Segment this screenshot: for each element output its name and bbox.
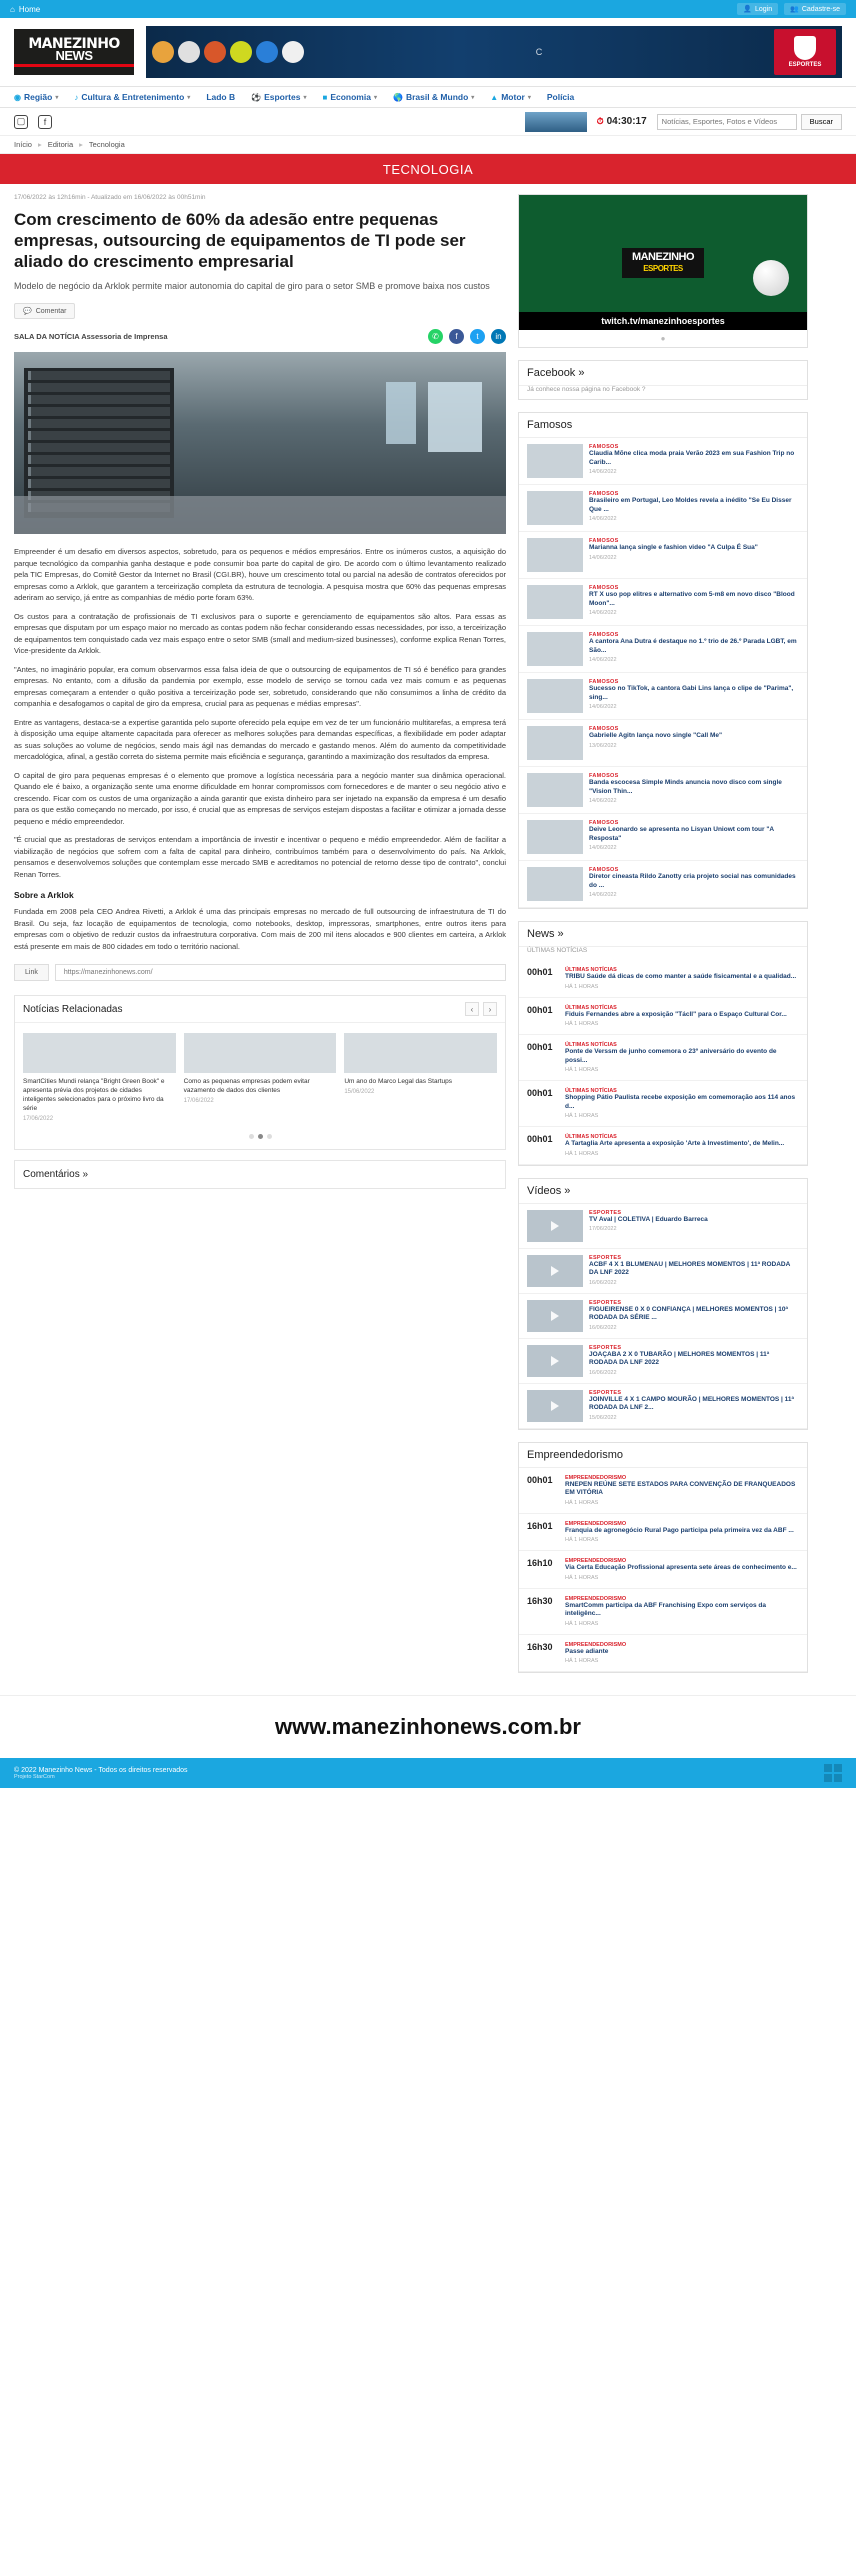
nav-item-brasil-mundo[interactable] xyxy=(393,92,474,102)
list-item[interactable] xyxy=(519,767,807,814)
music-icon: ♪ xyxy=(74,92,79,102)
login-label: Login xyxy=(755,5,773,13)
article-subhead: Modelo de negócio da Arklok permite maior autonomia do capital de giro para o setor SMB e promove baixa nos custos xyxy=(14,281,490,291)
item-category: ÚLTIMAS NOTÍCIAS xyxy=(565,1134,617,1140)
item-category: EMPREENDEDORISMO xyxy=(565,1474,627,1481)
page-title: Com crescimento de 60% da adesão entre pequenas empresas, outsourcing de equipamentos de TI pode ser aliado do crescimento empresarial xyxy=(14,210,466,271)
item-category: ESPORTES xyxy=(589,1299,622,1306)
clock-display xyxy=(597,116,647,127)
videos-card xyxy=(518,1178,808,1430)
related-thumbnail xyxy=(344,1033,497,1073)
nav-item-ladob[interactable] xyxy=(206,92,235,102)
item-category: ESPORTES xyxy=(589,1389,622,1396)
item-category: EMPREENDEDORISMO xyxy=(565,1641,627,1648)
list-item[interactable] xyxy=(519,438,807,485)
item-category: FAMOSOS xyxy=(589,538,619,544)
related-news-section xyxy=(14,995,506,1150)
article-byline: SALA DA NOTÍCIA Assessoria de Imprensa xyxy=(14,332,168,341)
nav-label: Brasil & Mundo xyxy=(405,92,469,102)
nav-label: Motor xyxy=(501,92,525,102)
article-hero-image xyxy=(14,352,506,534)
list-item[interactable] xyxy=(519,814,807,861)
item-time: 00h01 xyxy=(527,1088,553,1098)
item-title: Claudia Mõne clica moda praia Verão 2023 em sua Fashion Trip no Carib... xyxy=(589,450,795,466)
item-time: 16h30 xyxy=(527,1641,553,1652)
item-ago: HÁ 1 HORAS xyxy=(565,983,599,990)
item-title: RNEPEN REÚNE SETE ESTADOS PARA CONVENÇÃO DE FRANQUEADOS EM VITÓRIA xyxy=(565,1480,796,1496)
article-paragraph: Empreender é um desafio em diversos aspectos, sobretudo, para os pequenos e médios empresários. Entre os inúmeros custos, a aquisição do parque tecnológico da companhia ganha destaque e pode consumir boa parte do capital de giro. De acordo com o último levantamento realizado pela TIC Empresas, do Comitê Gestor da Internet no Brasil (CGI.BR), houve um crescimento total ou parcial na adesão de contratos oferecidos por empresas como a Arklok, que garantem a terceirização completa da estrutura de tecnologia. A pesquisa mostra que 60% das pequenas empresas aderiram ao serviço, já entre as companhias de médio porte foram 63%. xyxy=(14,547,506,602)
nav-label: Esportes xyxy=(264,92,301,102)
related-header xyxy=(15,996,505,1023)
article-paragraph: "Antes, no imaginário popular, era comum observarmos essa falsa ideia de que o outsourcing de equipamentos de TI só é benéfico para grandes empresas. No entanto, com a difusão da pandemia por exemplo, esse modelo de serviço se tornou cada vez mais comum e as pequenas empresas começaram a entender o quão positiva a terceirização pode ser, sobretudo, considerando que não consumimos a linha de crédito da companhia e desafogamos o capital de giro da empresa, crucial para as pequenas e médias empresas". xyxy=(14,664,506,708)
comment-icon: 💬 xyxy=(23,308,32,315)
list-item[interactable] xyxy=(519,1249,807,1294)
item-title: JOAÇABA 2 X 0 TUBARÃO | MELHORES MOMENTOS | 11ª RODADA DA LNF 2022 xyxy=(589,1350,770,1366)
item-date: 14/06/2022 xyxy=(589,516,617,522)
related-cards-grid xyxy=(15,1023,505,1126)
carousel-dot-active[interactable] xyxy=(258,1134,263,1139)
login-button[interactable] xyxy=(737,3,778,15)
list-item[interactable] xyxy=(519,720,807,767)
facebook-card-subtitle: Já conhece nossa página no Facebook ? xyxy=(527,386,646,393)
twitter-share-icon[interactable]: t xyxy=(470,329,485,344)
clock-time: 04:30:17 xyxy=(606,116,647,127)
footer-bar xyxy=(0,1758,856,1788)
carousel-dot[interactable] xyxy=(249,1134,254,1139)
footer-copyright: © 2022 Manezinho News - Todos os direitos reservados xyxy=(14,1766,188,1774)
location-icon: ◉ xyxy=(14,92,21,102)
item-ago: HÁ 1 HORAS xyxy=(565,1067,599,1073)
thumbnail xyxy=(527,444,583,478)
item-title: Brasileiro em Portugal, Leo Moldes revela a inédito "Se Eu Disser Que ... xyxy=(589,497,792,513)
item-title: Banda escocesa Simple Minds anuncia novo disco com single "Vision Thin... xyxy=(589,779,782,795)
item-time: 16h01 xyxy=(527,1520,553,1531)
logo-sub-text: NEWS xyxy=(55,47,93,63)
banner-center-text: C xyxy=(535,47,543,57)
item-time: 00h01 xyxy=(527,1134,553,1144)
sidebar xyxy=(518,194,808,1685)
item-time: 16h30 xyxy=(527,1595,553,1606)
item-date: 14/06/2022 xyxy=(589,704,617,710)
ball-icon xyxy=(152,41,174,63)
thumbnail xyxy=(527,538,583,572)
car-icon: ▲ xyxy=(490,92,499,102)
facebook-icon[interactable]: f xyxy=(38,115,52,129)
item-category: ESPORTES xyxy=(589,1254,622,1261)
list-item[interactable] xyxy=(519,1035,807,1081)
ball-icon xyxy=(178,41,200,63)
nav-item-policia[interactable] xyxy=(547,92,574,102)
article-meta: 17/06/2022 às 12h16min - Atualizado em 16/06/2022 às 00h51min xyxy=(14,194,206,201)
item-ago: HÁ 1 HORAS xyxy=(565,1150,599,1157)
breadcrumb-item-tecnologia[interactable]: Tecnologia xyxy=(88,140,125,149)
ball-icon xyxy=(204,41,226,63)
item-ago: HÁ 1 HORAS xyxy=(565,1620,599,1627)
main-navigation xyxy=(0,86,856,108)
nav-item-cultura[interactable] xyxy=(74,92,190,102)
chevron-down-icon: ▾ xyxy=(527,94,531,101)
weather-thumbnail xyxy=(525,112,587,132)
item-category: ÚLTIMAS NOTÍCIAS xyxy=(565,1042,617,1048)
comment-button-label: Comentar xyxy=(35,307,67,315)
item-title: Ponte de Verssm de junho comemora o 23º aniversário do evento de possi... xyxy=(565,1048,777,1064)
social-search-strip xyxy=(0,108,856,136)
item-category: ÚLTIMAS NOTÍCIAS xyxy=(565,1004,617,1011)
nav-label: Polícia xyxy=(546,92,575,102)
comment-button[interactable] xyxy=(14,303,75,319)
item-date: 16/06/2022 xyxy=(589,1324,617,1331)
article-body xyxy=(14,546,506,952)
item-date: 17/06/2022 xyxy=(589,1226,617,1232)
chevron-down-icon: ▾ xyxy=(303,94,307,101)
section-title-banner xyxy=(0,154,856,184)
header-ad-banner[interactable] xyxy=(146,26,842,78)
item-date: 14/06/2022 xyxy=(589,798,617,804)
item-time: 16h10 xyxy=(527,1558,553,1568)
item-title: Marianna lança single e fashion video "A Culpa É Sua" xyxy=(589,544,758,551)
video-thumbnail xyxy=(527,1390,583,1422)
facebook-card xyxy=(518,360,808,400)
item-title: FIGUEIRENSE 0 X 0 CONFIANÇA | MELHORES MOMENTOS | 10ª RODADA DA SÉRIE ... xyxy=(589,1305,788,1321)
related-carousel-controls xyxy=(465,1002,497,1016)
item-category: ESPORTES xyxy=(589,1344,622,1351)
item-title: RT X uso pop elitres e alternativo com 5-m8 em novo disco "Blood Moon"... xyxy=(589,591,795,607)
news-card-title[interactable]: News » xyxy=(519,922,807,947)
item-category: FAMOSOS xyxy=(589,773,619,779)
footer-copyright-block xyxy=(14,1767,188,1780)
footer-credit: Projeto StarCom xyxy=(14,1773,55,1780)
related-card-date: 17/06/2022 xyxy=(23,1116,54,1122)
chevron-down-icon: ▾ xyxy=(373,94,377,101)
item-title: Franquia de agronegócio Rural Pago participa pela primeira vez da ABF ... xyxy=(565,1526,794,1534)
byline-row xyxy=(14,329,506,344)
nav-label: Economia xyxy=(330,92,371,102)
item-ago: HÁ 1 HORAS xyxy=(565,1658,599,1664)
content-wrapper xyxy=(0,184,856,1695)
list-item[interactable] xyxy=(519,1339,807,1384)
masthead xyxy=(0,18,856,86)
item-title: TV Aval | COLETIVA | Eduardo Barreca xyxy=(589,1215,708,1223)
related-card[interactable] xyxy=(344,1033,497,1122)
list-item[interactable] xyxy=(519,861,807,908)
nav-item-motor[interactable] xyxy=(490,92,531,102)
comments-section xyxy=(14,1160,506,1189)
item-date: 14/06/2022 xyxy=(589,657,617,663)
item-category: EMPREENDEDORISMO xyxy=(565,1558,627,1564)
carousel-prev-icon[interactable]: ‹ xyxy=(465,1002,479,1016)
list-item[interactable] xyxy=(519,1589,807,1635)
nav-item-esportes[interactable] xyxy=(251,92,306,102)
item-ago: HÁ 1 HORAS xyxy=(565,1021,599,1027)
thumbnail xyxy=(527,585,583,619)
item-time: 00h01 xyxy=(527,967,553,977)
carousel-dots xyxy=(15,1126,505,1149)
list-item[interactable] xyxy=(519,485,807,532)
item-title: Gabrielle Agitn lança novo single "Call Me" xyxy=(589,732,723,739)
facebook-card-title[interactable]: Facebook » xyxy=(519,361,807,386)
register-button[interactable] xyxy=(784,3,846,15)
topbar-home-label[interactable]: Home xyxy=(18,4,41,14)
related-thumbnail xyxy=(23,1033,176,1073)
list-item[interactable] xyxy=(519,579,807,626)
whatsapp-share-icon[interactable]: ✆ xyxy=(428,329,443,344)
play-icon xyxy=(551,1221,559,1231)
item-title: Via Certa Educação Profissional apresenta sete áreas de conhecimento e... xyxy=(565,1564,797,1571)
item-time: 00h01 xyxy=(527,1474,553,1485)
related-card-title: Um ano do Marco Legal das Startups xyxy=(344,1078,453,1085)
thumbnail xyxy=(527,867,583,901)
breadcrumb xyxy=(0,136,856,154)
related-card[interactable] xyxy=(23,1033,176,1122)
home-icon[interactable]: ⌂ xyxy=(10,4,15,14)
item-date: 14/06/2022 xyxy=(589,845,617,851)
chevron-down-icon: ▾ xyxy=(55,94,59,101)
list-item[interactable] xyxy=(519,626,807,673)
item-date: 16/06/2022 xyxy=(589,1279,617,1286)
article-paragraph: "É crucial que as prestadoras de serviços entendam a importância de investir e incentivar o pequeno e médio empreendedor. Além de facilitar a viabilização de negócios que sofrem com a falta de capital para dinheiro, contribuímos também para o desenvolvimento do país. Na Arklok, pensamos e desenvolvemos soluções que contemplam esse mercado SMB e acreditamos no potencial de retorno desse tipo de contrato", conclui Renan Torres. xyxy=(14,835,506,879)
item-title: Fiduis Fernandes abre a exposição "Tácll" para o Espaço Cultural Cor... xyxy=(565,1010,787,1018)
thumbnail xyxy=(527,491,583,525)
item-title: Sucesso no TikTok, a cantora Gabi Lins lança o clipe de "Parima", sing... xyxy=(589,685,794,701)
item-category: ESPORTES xyxy=(589,1209,622,1216)
related-card-date: 15/06/2022 xyxy=(344,1089,375,1095)
clock-icon: ⏱ xyxy=(596,116,604,126)
article-paragraph: Fundada em 2008 pela CEO Andrea Rivetti, a Arklok é uma das principais empresas no mercado de full outsourcing de infraestrutura de TI do Brasil. Ou seja, faz locação de equipamentos de tecnologia, como notebooks, desktop, impressoras, smartphones, entre outros itens para empresas com o objetivo de reduzir custos da infraestrutura corporativa. Com mais de 200 mil itens alocados e 900 clientes em carteira, a Arklok está presente em mais de 800 cidades em todo o território nacional. xyxy=(14,907,506,951)
breadcrumb-item-inicio[interactable]: Início xyxy=(14,140,32,149)
item-date: 14/06/2022 xyxy=(589,610,617,616)
video-thumbnail xyxy=(527,1345,583,1377)
promo-card xyxy=(518,194,808,348)
thumbnail xyxy=(527,773,583,807)
site-logo[interactable] xyxy=(14,29,134,75)
promo-logo-main: MANEZINHO xyxy=(631,250,695,263)
list-item[interactable] xyxy=(519,1551,807,1589)
article-paragraph: Entre as vantagens, destaca-se a expertise garantida pelo suporte oferecido pela equipe em vez de ter um funcionário multitarefas, a empresa terá à disposição uma equipe altamente capacitada para oferecer as melhores soluções para demandas específicas, a flexibilidade em poder adaptar as suas soluções ao volume de negócios, sendo mais ágil nas demandas do mercado e gastando menos. Além do aumento da competitividade mercadológica, afinal, a gestão correta do sistema permite mais eficiência e segurança, garantindo a maximização dos resultados da empresa. xyxy=(14,717,506,761)
item-category: FAMOSOS xyxy=(589,585,619,591)
item-category: FAMOSOS xyxy=(589,444,619,450)
nav-label: Cultura & Entretenimento xyxy=(81,92,185,102)
item-ago: HÁ 1 HORAS xyxy=(565,1113,599,1119)
footer-brand: www.manezinhonews.com.br xyxy=(0,1695,856,1758)
search-area xyxy=(657,114,842,130)
instagram-icon[interactable]: ▢ xyxy=(14,115,28,129)
promo-logo-sub: ESPORTES xyxy=(643,263,683,273)
thumbnail xyxy=(527,726,583,760)
breadcrumb-item-editoria[interactable]: Editoria xyxy=(47,140,74,149)
play-icon xyxy=(551,1266,559,1276)
source-link-box xyxy=(14,964,506,981)
chevron-down-icon: ▾ xyxy=(187,94,191,101)
nav-item-regiao[interactable] xyxy=(14,92,58,102)
item-category: FAMOSOS xyxy=(589,632,619,638)
item-date: 14/06/2022 xyxy=(589,554,617,561)
thumbnail xyxy=(527,820,583,854)
list-item[interactable] xyxy=(519,673,807,720)
item-category: ÚLTIMAS NOTÍCIAS xyxy=(565,967,617,973)
item-title: SmartComm participa da ABF Franchising Expo com serviços da inteligênc... xyxy=(565,1601,766,1617)
list-item[interactable] xyxy=(519,960,807,998)
list-item[interactable] xyxy=(519,532,807,579)
main-column xyxy=(14,194,506,1189)
window-graphic xyxy=(386,382,416,444)
item-category: FAMOSOS xyxy=(589,491,619,497)
banner-balls-decoration xyxy=(146,41,304,63)
item-date: 14/06/2022 xyxy=(589,469,617,475)
play-icon xyxy=(551,1401,559,1411)
nav-label: Região xyxy=(23,92,53,102)
item-ago: HÁ 1 HORAS xyxy=(565,1499,599,1506)
list-item[interactable] xyxy=(519,998,807,1036)
item-title: Shopping Pátio Paulista recebe exposição em comemoração aos 114 anos d... xyxy=(565,1094,796,1110)
link-label: Link xyxy=(14,964,49,981)
list-item[interactable] xyxy=(519,1127,807,1165)
item-ago: HÁ 1 HORAS xyxy=(565,1537,599,1543)
item-title: Passe adiante xyxy=(565,1647,609,1655)
list-item[interactable] xyxy=(519,1081,807,1127)
carousel-dot[interactable] xyxy=(267,1134,272,1139)
related-card-title: SmartCities Mundi relança "Bright Green Book" e apresenta prévia dos projetos de cidades inteligentes selecionados para o próximo livro da série xyxy=(23,1078,165,1112)
breadcrumb-separator: ▸ xyxy=(79,140,83,149)
search-input[interactable] xyxy=(657,114,797,130)
link-url[interactable]: https://manezinhonews.com/ xyxy=(55,964,506,981)
section-title: TECNOLOGIA xyxy=(382,161,474,177)
thumbnail xyxy=(527,632,583,666)
empreendedorismo-card xyxy=(518,1442,808,1674)
ball-icon xyxy=(230,41,252,63)
item-title: ACBF 4 X 1 BLUMENAU | MELHORES MOMENTOS | 11ª RODADA DA LNF 2022 xyxy=(589,1260,791,1276)
item-title: A Tartaglia Arte apresenta a exposição 'Arte à Investimento', de Melin... xyxy=(565,1140,785,1147)
item-category: FAMOSOS xyxy=(589,820,619,826)
promo-banner[interactable] xyxy=(519,195,807,330)
related-card-title: Como as pequenas empresas podem evitar vazamento de dados dos clientes xyxy=(183,1078,310,1094)
search-button[interactable]: Buscar xyxy=(801,114,842,130)
item-date: 13/06/2022 xyxy=(589,742,617,749)
item-category: FAMOSOS xyxy=(589,867,619,873)
nav-item-economia[interactable] xyxy=(322,92,376,102)
item-title: Diretor cineasta Rildo Zanotty cria projeto social nas comunidades do ... xyxy=(589,873,796,889)
item-time: 00h01 xyxy=(527,1042,553,1052)
logo-accent-bar xyxy=(14,64,134,67)
item-title: JOINVILLE 4 X 1 CAMPO MOURÃO | MELHORES MOMENTOS | 11ª RODADA DA LNF 2... xyxy=(589,1395,794,1411)
famosos-card xyxy=(518,412,808,909)
related-title: Notícias Relacionadas xyxy=(23,1003,123,1015)
item-time: 00h01 xyxy=(527,1004,553,1015)
topbar-right xyxy=(737,3,846,15)
admin-topbar xyxy=(0,0,856,18)
news-card-subtitle: ÚLTIMAS NOTÍCIAS xyxy=(527,947,588,954)
soccer-ball-icon xyxy=(753,260,789,296)
item-ago: HÁ 1 HORAS xyxy=(565,1574,599,1581)
window-graphic xyxy=(428,382,482,452)
breadcrumb-separator: ▸ xyxy=(37,140,42,149)
item-title: TRIBU Saúde dá dicas de como manter a saúde fisicamental e a qualidad... xyxy=(565,973,797,980)
item-date: 14/06/2022 xyxy=(589,892,617,898)
empreendedorismo-title: Empreendedorismo xyxy=(519,1443,807,1468)
shield-icon xyxy=(794,36,816,60)
video-thumbnail xyxy=(527,1255,583,1287)
related-thumbnail xyxy=(184,1033,337,1073)
item-category: FAMOSOS xyxy=(589,679,619,685)
video-thumbnail xyxy=(527,1210,583,1242)
ball-icon xyxy=(256,41,278,63)
chevron-down-icon: ▾ xyxy=(471,94,475,101)
promo-logo xyxy=(622,248,704,278)
promo-url-bar: twitch.tv/manezinhoesportes xyxy=(519,312,807,330)
item-category: EMPREENDEDORISMO xyxy=(565,1595,627,1602)
ball-icon xyxy=(282,41,304,63)
list-item[interactable] xyxy=(519,1468,807,1514)
nav-label: Lado B xyxy=(206,92,236,102)
user-icon: 👤 xyxy=(743,6,752,13)
article-paragraph: Os custos para a contratação de profissionais de TI exclusivos para o suporte e gerenciamento de equipamentos são altos. Para essas as empresas que disputam por um espaço maior no mercado as contas podem não fechar considerando essas necessidades, por isso, a terceirização de equipamentos tem conquistado cada vez mais espaço entre o setor SMB (small and medium-sized businesses), conforme explica Renan Torres, Vice-presidente da Arklok. xyxy=(14,611,506,655)
logo-main-text: MANEZINHO xyxy=(28,35,120,52)
list-item[interactable] xyxy=(519,1294,807,1339)
carousel-next-icon[interactable]: › xyxy=(483,1002,497,1016)
video-thumbnail xyxy=(527,1300,583,1332)
linkedin-share-icon[interactable]: in xyxy=(491,329,506,344)
banner-sponsor-label: ESPORTES xyxy=(788,62,822,68)
chart-icon: ■ xyxy=(322,92,328,102)
news-card xyxy=(518,921,808,1166)
promo-carousel-dots[interactable]: ● xyxy=(660,334,666,343)
register-label: Cadastre-se xyxy=(801,5,840,13)
item-category: ÚLTIMAS NOTÍCIAS xyxy=(565,1088,617,1094)
item-title: Deive Leonardo se apresenta no Lisyan Uniowt com tour "A Resposta" xyxy=(589,826,774,842)
item-title: A cantora Ana Dutra é destaque no 1.º trio de 26.º Parada LGBT, em São... xyxy=(589,638,797,654)
play-icon xyxy=(551,1356,559,1366)
banner-sponsor-logo xyxy=(774,29,836,75)
floor-graphic xyxy=(14,496,506,534)
globe-icon: 🌎 xyxy=(392,92,403,102)
list-item[interactable] xyxy=(519,1514,807,1552)
item-date: 15/06/2022 xyxy=(589,1414,617,1421)
item-date: 16/06/2022 xyxy=(589,1369,617,1376)
facebook-share-icon[interactable]: f xyxy=(449,329,464,344)
videos-card-title[interactable]: Vídeos » xyxy=(519,1179,807,1204)
play-icon xyxy=(551,1311,559,1321)
add-user-icon: 👥 xyxy=(790,6,799,13)
topbar-left xyxy=(10,5,40,14)
related-card[interactable] xyxy=(184,1033,337,1122)
item-category: FAMOSOS xyxy=(589,726,619,732)
list-item[interactable] xyxy=(519,1384,807,1429)
soccer-icon: ⚽ xyxy=(251,92,262,102)
article-paragraph: O capital de giro para pequenas empresas é o elemento que promove a logística necessária para a negócio manter sua dinâmica operacional. Quando ele é baixo, a organização sente uma enorme dificuldade em honrar compromissos com fornecedores e de manter o seu negócio ativo e crescendo. Ficar com os custos de uma organização a ainda garantir que exista dinheiro para ser injetado na expansão da empresa é um desafio para os que estão começando no mercado, por isso, é crucial que as empresas de serviços estejam dispostas a facilitar e otimizar a jornada desse pequeno e médio empreendedor. xyxy=(14,770,506,826)
share-buttons xyxy=(428,329,506,344)
list-item[interactable] xyxy=(519,1204,807,1249)
thumbnail xyxy=(527,679,583,713)
related-card-date: 17/06/2022 xyxy=(183,1098,214,1104)
comments-title[interactable]: Comentários » xyxy=(23,1169,89,1180)
grid-icon[interactable] xyxy=(824,1764,842,1782)
item-category: EMPREENDEDORISMO xyxy=(565,1520,627,1527)
article-subsection-title: Sobre a Arklok xyxy=(14,890,74,900)
list-item[interactable] xyxy=(519,1635,807,1673)
famosos-title: Famosos xyxy=(519,413,807,438)
